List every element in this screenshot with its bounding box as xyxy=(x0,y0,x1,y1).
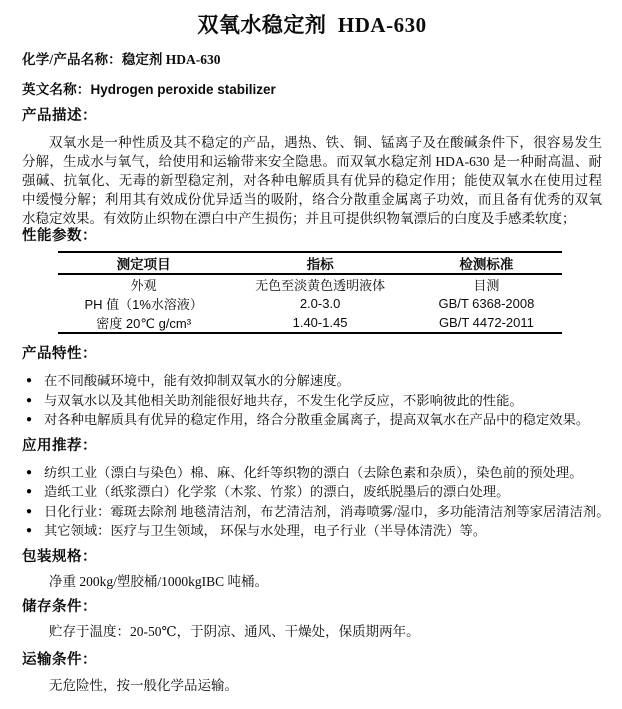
field-label-product-name: 化学/产品名称： xyxy=(22,52,122,67)
field-value-english-name: Hydrogen peroxide stabilizer xyxy=(90,82,276,97)
table-cell: 目测 xyxy=(473,278,500,293)
table-header-spec: 指标 xyxy=(229,252,410,274)
section-heading-features: 产品特性： xyxy=(22,346,97,362)
section-heading-applications: 应用推荐： xyxy=(22,437,97,454)
parameters-table xyxy=(58,251,562,334)
applications-list xyxy=(22,463,610,541)
field-product-name xyxy=(22,52,602,68)
list-item xyxy=(26,521,602,541)
field-label-english-name: 英文名称： xyxy=(22,82,91,97)
bullet-icon: ● xyxy=(26,525,33,536)
bullet-icon: ● xyxy=(26,486,33,497)
list-item xyxy=(26,391,602,411)
list-item xyxy=(26,502,610,522)
packaging-text: 净重 200kg/塑胶桶/1000kgIBC 吨桶。 xyxy=(49,573,269,589)
table-row-appearance xyxy=(58,274,562,294)
list-item xyxy=(26,410,602,430)
features-list xyxy=(22,371,602,430)
table-row-ph xyxy=(58,294,562,313)
table-cell: 外观 xyxy=(130,278,157,293)
list-item xyxy=(26,463,602,483)
table-cell: 1.40-1.45 xyxy=(292,315,348,330)
list-item-text: 对各种电解质具有优异的稳定作用，络合分散重金属离子，提高双氧水在产品中的稳定效果。 xyxy=(44,412,590,427)
bullet-icon: ● xyxy=(26,394,33,406)
page-title: 双氧水稳定剂 HDA-630 xyxy=(197,13,427,37)
list-item-text: 日化行业：霉斑去除剂 地毯清洁剂，布艺清洁剂，消毒喷雾/湿巾，多功能清洁剂等家居清洁剂。 xyxy=(44,503,610,519)
list-item xyxy=(26,371,602,391)
list-item-text: 与双氧水以及其他相关助剂能很好地共存，不发生化学反应，不影响彼此的性能。 xyxy=(44,392,523,408)
list-item-text: 其它领域：医疗与卫生领域， 环保与水处理，电子行业（半导体清洗）等。 xyxy=(44,523,487,538)
table-header-standard: 检测标准 xyxy=(411,252,562,274)
list-item-text: 造纸工业（纸浆漂白）化学浆（木浆、竹浆）的漂白，废纸脱墨后的漂白处理。 xyxy=(44,484,510,499)
storage-text: 贮存于温度：20-50℃，于阴凉、通风、干燥处，保质期两年。 xyxy=(49,623,420,639)
table-cell: GB/T 4472-2011 xyxy=(438,315,534,330)
section-heading-packaging: 包装规格： xyxy=(22,548,97,565)
field-english-name xyxy=(22,82,602,98)
table-cell: 无色至淡黄色透明液体 xyxy=(255,278,386,293)
bullet-icon: ● xyxy=(26,375,33,386)
transport-text: 无危险性，按一般化学品运输。 xyxy=(49,677,238,693)
bullet-icon: ● xyxy=(26,505,33,517)
section-heading-storage: 储存条件： xyxy=(22,598,97,615)
table-header-item: 测定项目 xyxy=(58,252,229,274)
description-paragraph: 双氧水是一种性质及其不稳定的产品，遇热、铁、铜、锰离子及在酸碱条件下，很容易发生分解，生成水与氧气，给使用和运输带来安全隐患。而双氧水稳定剂 HDA-630 是一种耐高温、耐强碱、抗氧化、无毒的新型稳定剂，对各种电解质具有优异的稳定作用；能使双氧水在使用过程中缓慢分解；利用其有效成份优异适当的吸附，络合分散重金属离子功效，而且备有优秀的双氧水稳定效果。有效防止织物在漂白中产生损伤；并且可提供织物氧漂后的白度及手感柔软度； xyxy=(22,135,602,226)
section-heading-transport: 运输条件： xyxy=(22,651,97,668)
table-cell: PH 值（1%水溶液） xyxy=(84,297,203,312)
list-item-text: 在不同酸碱环境中，能有效抑制双氧水的分解速度。 xyxy=(44,373,350,388)
list-item-text: 纺织工业（漂白与染色）棉、麻、化纤等织物的漂白（去除色素和杂质），染色前的预处理。 xyxy=(44,464,583,480)
table-cell: GB/T 6368-2008 xyxy=(438,296,535,311)
section-heading-description: 产品描述： xyxy=(22,108,97,124)
table-row-density xyxy=(58,313,562,333)
table-cell: 2.0-3.0 xyxy=(299,296,341,311)
section-heading-parameters: 性能参数： xyxy=(22,228,97,244)
table-header-row xyxy=(58,252,562,274)
field-value-product-name: 稳定剂 HDA-630 xyxy=(121,52,221,67)
list-item xyxy=(26,482,602,502)
bullet-icon: ● xyxy=(26,414,33,425)
table-cell: 密度 20℃ g/cm³ xyxy=(96,316,192,331)
bullet-icon: ● xyxy=(26,466,33,478)
